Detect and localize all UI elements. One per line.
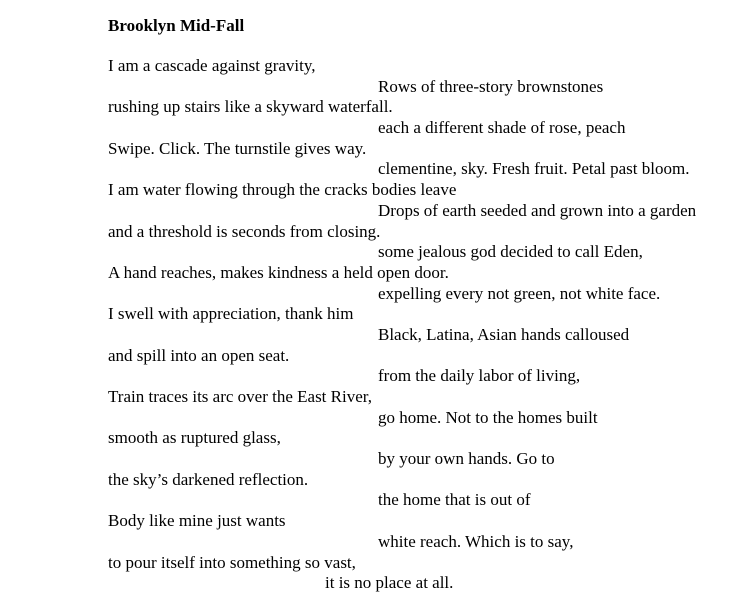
poem-line: the home that is out of	[378, 490, 531, 510]
poem-line: white reach. Which is to say,	[378, 531, 574, 551]
poem-line: and a threshold is seconds from closing.	[108, 221, 381, 241]
poem-line: Black, Latina, Asian hands calloused	[378, 324, 630, 344]
poem-line: smooth as ruptured glass,	[108, 428, 281, 448]
poem-line: to pour itself into something so vast,	[108, 552, 356, 572]
poem-line: I am a cascade against gravity,	[108, 56, 316, 75]
poem-line: go home. Not to the homes built	[378, 407, 598, 427]
poem-line: each a different shade of rose, peach	[378, 118, 626, 138]
poem-title: Brooklyn Mid-Fall	[108, 16, 245, 35]
poem-line: and spill into an open seat.	[108, 345, 290, 365]
poem-line: Train traces its arc over the East River,	[108, 387, 372, 406]
poem-line: I swell with appreciation, thank him	[108, 304, 354, 324]
poem-line: from the daily labor of living,	[378, 366, 581, 386]
poem-line: Swipe. Click. The turnstile gives way.	[108, 138, 367, 158]
poem-line: expelling every not green, not white face.	[378, 283, 661, 303]
poem-line: Drops of earth seeded and grown into a garden	[378, 200, 697, 220]
poem-line: I am water flowing through the cracks bodies leave	[108, 180, 457, 200]
poem-body	[0, 56, 755, 594]
poem-line-final: it is no place at all.	[325, 573, 454, 593]
poem-line: A hand reaches, makes kindness a held open door.	[108, 262, 449, 282]
poem-line: some jealous god decided to call Eden,	[378, 242, 643, 262]
poem-line: Body like mine just wants	[108, 511, 286, 531]
poem-line: the sky’s darkened reflection.	[108, 469, 309, 489]
poem-line: by your own hands. Go to	[378, 449, 555, 469]
poem-line: rushing up stairs like a skyward waterfall.	[108, 97, 393, 117]
poem-line: clementine, sky. Fresh fruit. Petal past bloom.	[378, 159, 690, 179]
poem-line: Rows of three-story brownstones	[378, 76, 604, 96]
